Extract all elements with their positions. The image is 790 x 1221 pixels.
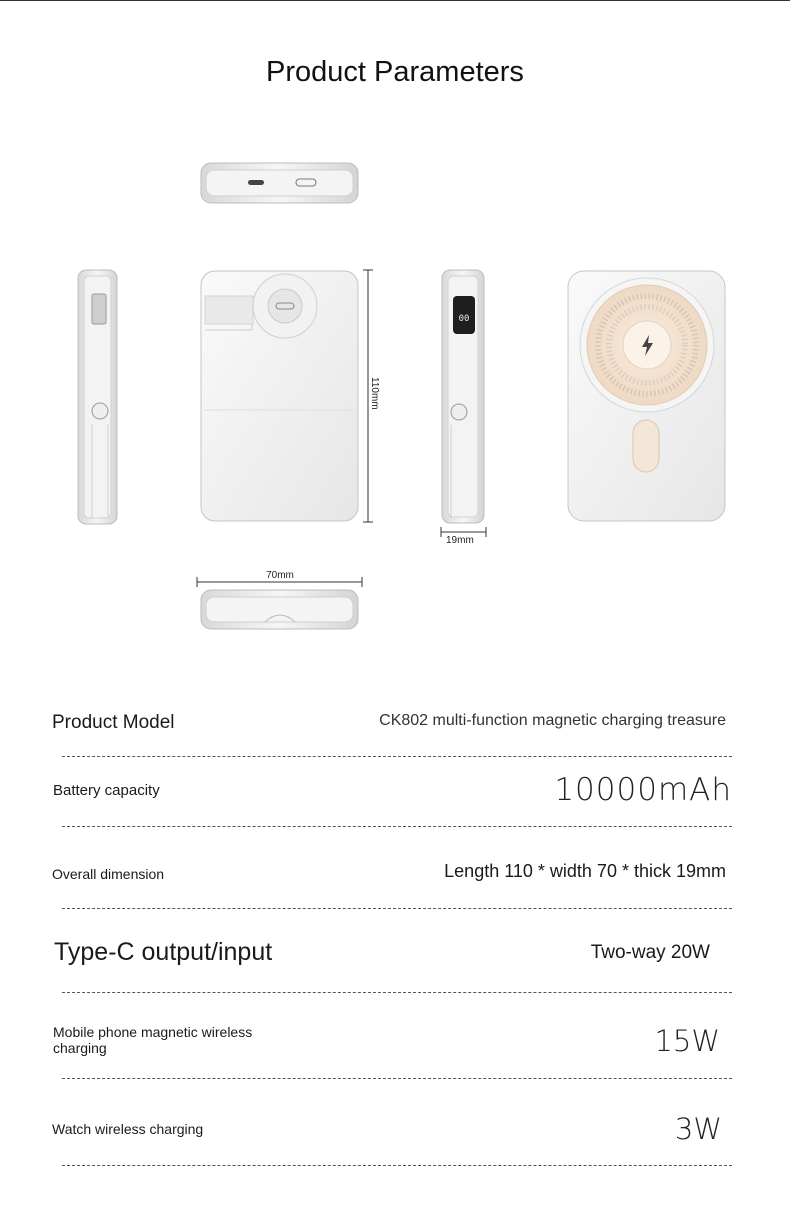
spec-divider xyxy=(62,908,732,909)
back-view-device xyxy=(568,271,725,521)
spec-label-phone-wireless-charging: Mobile phone magnetic wireless charging xyxy=(53,1024,253,1056)
spec-label-watch-wireless-charging: Watch wireless charging xyxy=(52,1121,204,1137)
front-view-device xyxy=(201,271,358,521)
spec-value-product-model: CK802 multi-function magnetic charging treasure xyxy=(379,712,726,729)
watch-pad-icon xyxy=(633,420,659,472)
thickness-dimension-label: 19mm xyxy=(446,535,474,546)
page-title: Product Parameters xyxy=(266,56,524,88)
spec-divider xyxy=(62,992,732,993)
spec-value-phone-wireless-charging: 15W xyxy=(654,1024,720,1058)
svg-text:00: 00 xyxy=(458,314,470,324)
spec-value-battery-capacity: 10000mAh xyxy=(554,772,732,808)
bottom-view-device xyxy=(201,590,358,629)
usb-c-port-icon xyxy=(248,180,264,185)
width-dimension-label: 70mm xyxy=(266,570,294,581)
spec-value-watch-wireless-charging: 3W xyxy=(674,1112,722,1146)
left-side-view-device xyxy=(78,270,117,524)
spec-value-type-c: Two-way 20W xyxy=(590,942,710,963)
spec-label-type-c: Type-C output/input xyxy=(54,938,273,966)
spec-divider xyxy=(62,756,732,757)
spec-divider xyxy=(62,826,732,827)
spec-label-overall-dimension: Overall dimension xyxy=(52,866,165,882)
top-view-device xyxy=(201,163,358,203)
spec-label-product-model: Product Model xyxy=(52,712,175,733)
right-side-view-device xyxy=(442,270,484,523)
height-dimension-label: 110mm xyxy=(369,377,380,410)
spec-label-battery-capacity: Battery capacity xyxy=(53,782,160,799)
spec-divider xyxy=(62,1078,732,1079)
spec-divider xyxy=(62,1165,732,1166)
spec-value-overall-dimension: Length 110 * width 70 * thick 19mm xyxy=(444,861,726,881)
